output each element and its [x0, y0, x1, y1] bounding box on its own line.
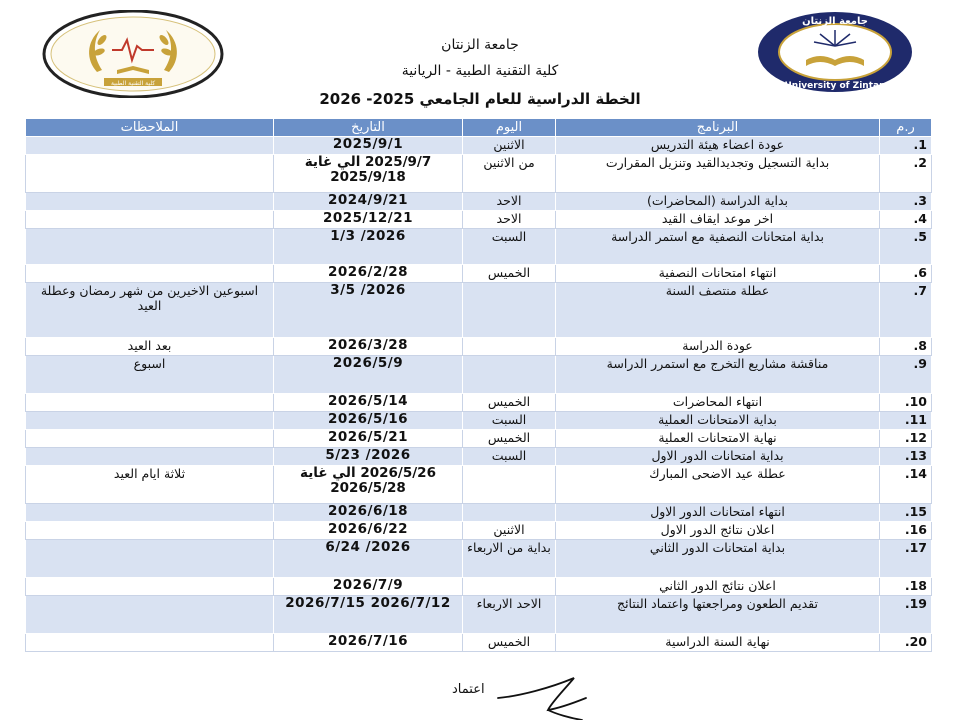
row-day: الاثنين [463, 137, 556, 155]
row-notes [26, 394, 274, 412]
row-notes [26, 430, 274, 448]
row-num: 13. [880, 448, 932, 466]
row-program: انتهاء امتحانات النصفية [556, 265, 880, 283]
faculty-name: كلية التقنية الطبية - الريانية [401, 63, 559, 79]
row-date: 2026/5/26 الي غاية 2026/5/28 [274, 466, 463, 504]
row-date: 2026/ 1/3 [274, 229, 463, 265]
row-program: بداية التسجيل وتجديدالقيد وتنزيل المقرارت [556, 155, 880, 193]
row-program: انتهاء امتحانات الدور الاول [556, 504, 880, 522]
row-notes [26, 522, 274, 540]
row-notes: اسبوعين الاخيرين من شهر رمضان وعطلة العيد [26, 283, 274, 338]
row-day: الاحد [463, 193, 556, 211]
table-row [26, 540, 932, 578]
row-date: 2024/9/21 [274, 193, 463, 211]
row-date: 2026/5/9 [274, 356, 463, 394]
row-notes: اسبوع [26, 356, 274, 394]
row-notes: ثلاثة ايام العيد [26, 466, 274, 504]
row-program: مناقشة مشاريع التخرج مع استمرر الدراسة [556, 356, 880, 394]
row-notes [26, 540, 274, 578]
row-date: 2025/12/21 [274, 211, 463, 229]
row-num: 15. [880, 504, 932, 522]
row-notes [26, 412, 274, 430]
row-num: 4. [880, 211, 932, 229]
table-row [26, 229, 932, 265]
table-row [26, 578, 932, 596]
row-program: اعلان نتائج الدور الاول [556, 522, 880, 540]
row-program: بداية الدراسة (المحاضرات) [556, 193, 880, 211]
table-row [26, 466, 932, 504]
row-day [463, 466, 556, 504]
row-notes: بعد العيد [26, 338, 274, 356]
row-day: الخميس [463, 265, 556, 283]
row-program: اعلان نتائج الدور الثاني [556, 578, 880, 596]
header-date: التاريخ [274, 119, 463, 137]
row-program: عطلة عيد الاضحى المبارك [556, 466, 880, 504]
table-row [26, 265, 932, 283]
row-notes [26, 448, 274, 466]
row-program: بداية امتحانات الدور الثاني [556, 540, 880, 578]
row-day: السبت [463, 229, 556, 265]
row-program: عودة الدراسة [556, 338, 880, 356]
row-program: نهاية السنة الدراسية [556, 634, 880, 652]
row-day: الاثنين [463, 522, 556, 540]
row-notes [26, 596, 274, 634]
row-notes [26, 211, 274, 229]
row-date: 2026/5/21 [274, 430, 463, 448]
row-program: انتهاء المحاضرات [556, 394, 880, 412]
row-num: 19. [880, 596, 932, 634]
table-row [26, 634, 932, 652]
row-num: 7. [880, 283, 932, 338]
row-day: السبت [463, 412, 556, 430]
row-notes [26, 155, 274, 193]
table-row [26, 211, 932, 229]
row-num: 14. [880, 466, 932, 504]
row-num: 16. [880, 522, 932, 540]
row-num: 10. [880, 394, 932, 412]
table-row [26, 430, 932, 448]
table-row [26, 522, 932, 540]
row-day [463, 578, 556, 596]
row-date: 2026/ 5/23 [274, 448, 463, 466]
row-date: 2026/7/16 [274, 634, 463, 652]
row-date: 2026/6/18 [274, 504, 463, 522]
university-seal [756, 10, 914, 94]
plan-title: الخطة الدراسية للعام الجامعي 2025- 2026 [319, 90, 641, 108]
table-row [26, 504, 932, 522]
row-num: 2. [880, 155, 932, 193]
row-date: 2026/5/16 [274, 412, 463, 430]
row-day: الخميس [463, 394, 556, 412]
row-date: 2026/3/28 [274, 338, 463, 356]
row-date: 2026/6/22 [274, 522, 463, 540]
row-notes [26, 578, 274, 596]
row-day: الاحد الاربعاء [463, 596, 556, 634]
university-seal-english: University of Zintan [784, 81, 886, 91]
row-date: 2026/ 6/24 [274, 540, 463, 578]
table-row [26, 596, 932, 634]
row-num: 18. [880, 578, 932, 596]
row-num: 11. [880, 412, 932, 430]
row-num: 1. [880, 137, 932, 155]
row-program: بداية امتحانات النصفية مع استمر الدراسة [556, 229, 880, 265]
row-program: اخر موعد ايقاف القيد [556, 211, 880, 229]
table-row [26, 283, 932, 338]
row-notes [26, 265, 274, 283]
table-row [26, 338, 932, 356]
row-notes [26, 137, 274, 155]
row-num: 20. [880, 634, 932, 652]
header-notes: الملاحظات [26, 119, 274, 137]
row-notes [26, 229, 274, 265]
row-day [463, 356, 556, 394]
row-program: نهاية الامتحانات العملية [556, 430, 880, 448]
row-program: تقديم الطعون ومراجعتها واعتماد النتائج [556, 596, 880, 634]
row-num: 12. [880, 430, 932, 448]
university-seal-arabic: جامعة الزنتان [802, 16, 868, 27]
faculty-logo [42, 10, 224, 98]
table-row [26, 412, 932, 430]
row-notes [26, 634, 274, 652]
row-date: 2026/7/9 [274, 578, 463, 596]
row-day [463, 338, 556, 356]
row-date: 2026/5/14 [274, 394, 463, 412]
row-day: السبت [463, 448, 556, 466]
signature [490, 668, 600, 720]
row-program: بداية الامتحانات العملية [556, 412, 880, 430]
row-day [463, 504, 556, 522]
table-row [26, 193, 932, 211]
row-program: عطلة منتصف السنة [556, 283, 880, 338]
row-num: 9. [880, 356, 932, 394]
row-num: 5. [880, 229, 932, 265]
row-day: الخميس [463, 430, 556, 448]
row-program: بداية امتحانات الدور الاول [556, 448, 880, 466]
table-row [26, 394, 932, 412]
row-notes [26, 193, 274, 211]
row-num: 6. [880, 265, 932, 283]
faculty-logo-text: كلية التقنية الطبية [110, 80, 156, 87]
row-day: من الاثنين [463, 155, 556, 193]
row-program: عودة اعضاء هيئة التدريس [556, 137, 880, 155]
row-date: 2025/9/7 الي غاية 2025/9/18 [274, 155, 463, 193]
row-date: 2026/7/12 2026/7/15 [274, 596, 463, 634]
row-num: 3. [880, 193, 932, 211]
table-header-row [26, 119, 932, 137]
row-date: 2026/ 3/5 [274, 283, 463, 338]
header-day: اليوم [463, 119, 556, 137]
row-num: 17. [880, 540, 932, 578]
row-day: الاحد [463, 211, 556, 229]
row-notes [26, 504, 274, 522]
academic-plan-table [25, 118, 932, 652]
university-name: جامعة الزنتان [441, 37, 519, 53]
table-row [26, 155, 932, 193]
row-date: 2026/2/28 [274, 265, 463, 283]
row-day [463, 283, 556, 338]
row-day: بداية من الاربعاء [463, 540, 556, 578]
table-row [26, 356, 932, 394]
approval-label: اعتماد [452, 682, 485, 697]
row-num: 8. [880, 338, 932, 356]
table-row [26, 137, 932, 155]
header-num: ر.م [880, 119, 932, 137]
row-date: 2025/9/1 [274, 137, 463, 155]
table-row [26, 448, 932, 466]
row-day: الخميس [463, 634, 556, 652]
header-program: البرنامج [556, 119, 880, 137]
